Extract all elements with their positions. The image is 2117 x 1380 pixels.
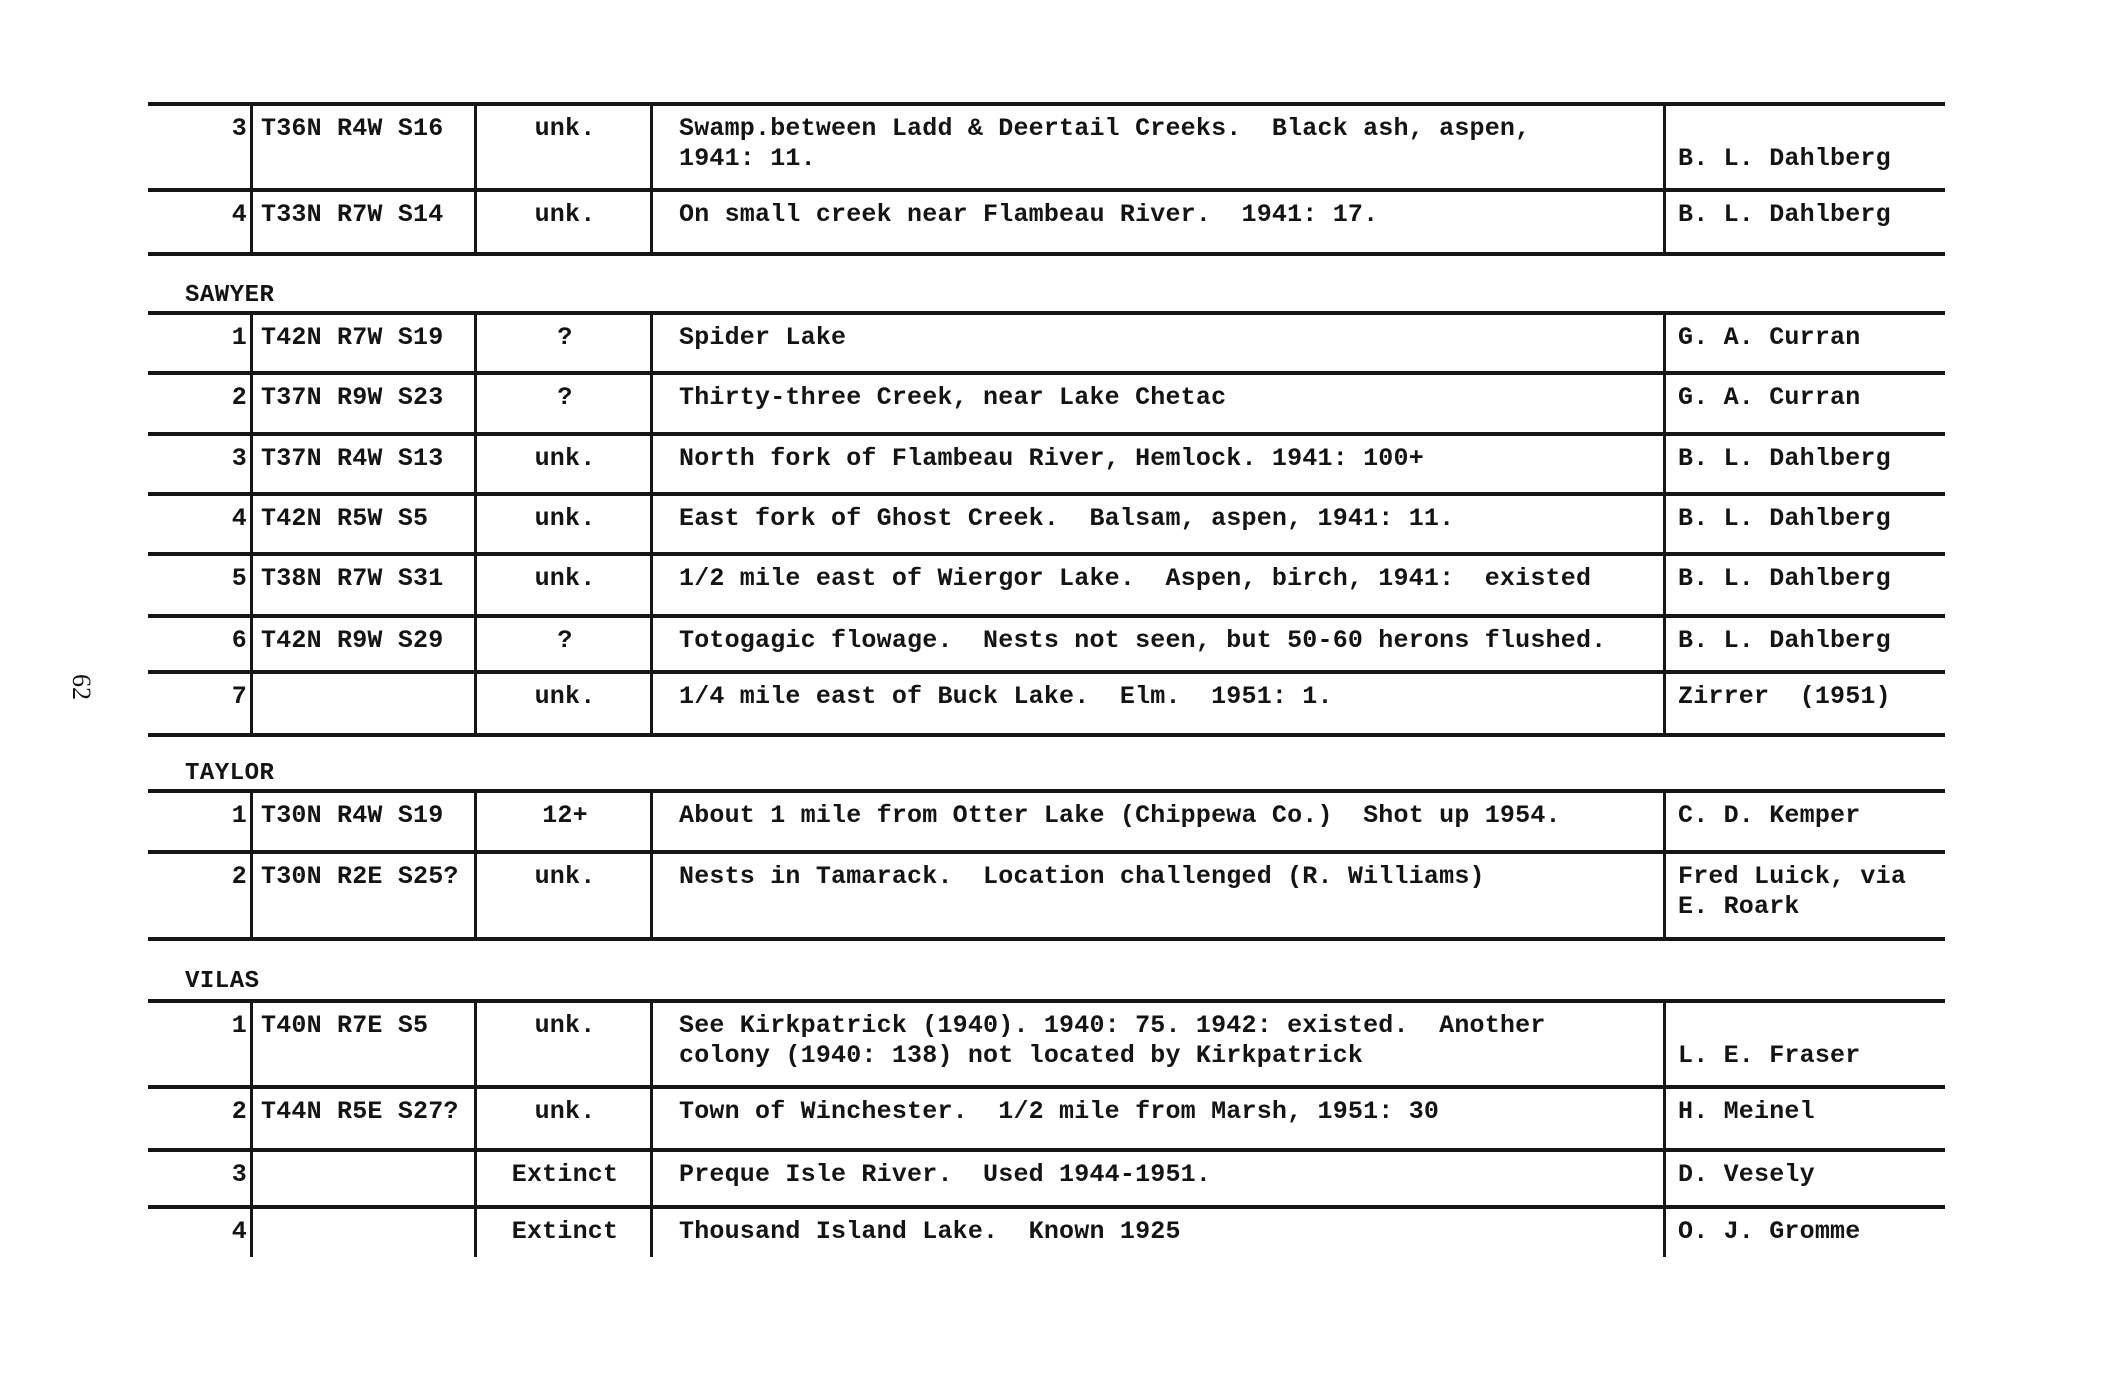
description-line: East fork of Ghost Creek. Balsam, aspen, 1941: 11. xyxy=(679,504,1455,533)
column-rule xyxy=(650,1205,653,1257)
column-rule xyxy=(250,614,253,672)
colony-size-cell: unk. xyxy=(534,200,596,229)
location-cell: T30N R4W S19 xyxy=(261,801,444,830)
observer-line: E. Roark xyxy=(1678,892,1800,921)
county-heading: TAYLOR xyxy=(185,760,275,787)
observer-line: B. L. Dahlberg xyxy=(1678,504,1891,533)
observer-line: O. J. Gromme xyxy=(1678,1217,1861,1246)
column-rule xyxy=(474,1085,477,1150)
column-rule xyxy=(650,432,653,494)
column-rule xyxy=(650,850,653,939)
column-rule xyxy=(250,188,253,254)
column-rule xyxy=(474,371,477,434)
column-rule xyxy=(650,999,653,1087)
column-rule xyxy=(250,432,253,494)
row-rule xyxy=(148,670,1945,674)
observer-line: D. Vesely xyxy=(1678,1160,1815,1189)
column-rule xyxy=(1663,552,1666,616)
column-rule xyxy=(650,1085,653,1150)
column-rule xyxy=(474,552,477,616)
column-rule xyxy=(250,789,253,852)
colony-size-cell: ? xyxy=(557,323,573,352)
description-line: On small creek near Flambeau River. 1941: 17. xyxy=(679,200,1379,229)
row-rule xyxy=(148,371,1945,375)
column-rule xyxy=(250,311,253,373)
column-rule xyxy=(474,789,477,852)
description-line: Nests in Tamarack. Location challenged (R. Williams) xyxy=(679,862,1485,891)
row-rule xyxy=(148,850,1945,854)
column-rule xyxy=(1663,188,1666,254)
column-rule xyxy=(474,102,477,190)
observer-line: Zirrer (1951) xyxy=(1678,682,1891,711)
colony-size-cell: unk. xyxy=(534,1097,596,1126)
column-rule xyxy=(650,789,653,852)
row-rule xyxy=(148,102,1945,106)
row-number: 2 xyxy=(231,1097,247,1126)
row-number: 2 xyxy=(231,862,247,891)
location-cell: T37N R9W S23 xyxy=(261,383,444,412)
location-cell: T36N R4W S16 xyxy=(261,114,444,143)
description-line: North fork of Flambeau River, Hemlock. 1941: 100+ xyxy=(679,444,1424,473)
observer-line: G. A. Curran xyxy=(1678,383,1861,412)
column-rule xyxy=(474,614,477,672)
column-rule xyxy=(650,492,653,554)
observer-line: B. L. Dahlberg xyxy=(1678,144,1891,173)
column-rule xyxy=(474,188,477,254)
colony-size-cell: ? xyxy=(557,383,573,412)
county-heading: VILAS xyxy=(185,968,260,995)
column-rule xyxy=(1663,102,1666,190)
row-rule xyxy=(148,789,1945,793)
column-rule xyxy=(474,311,477,373)
column-rule xyxy=(1663,1085,1666,1150)
colony-size-cell: 12+ xyxy=(542,801,588,830)
description-line: 1941: 11. xyxy=(679,144,816,173)
colony-size-cell: unk. xyxy=(534,564,596,593)
row-number: 4 xyxy=(231,200,247,229)
colony-size-cell: unk. xyxy=(534,862,596,891)
column-rule xyxy=(650,670,653,735)
colony-size-cell: unk. xyxy=(534,444,596,473)
column-rule xyxy=(650,1148,653,1207)
description-line: 1/2 mile east of Wiergor Lake. Aspen, birch, 1941: existed xyxy=(679,564,1592,593)
colony-size-cell: Extinct xyxy=(511,1217,619,1246)
row-number: 1 xyxy=(231,1011,247,1040)
row-number: 3 xyxy=(231,114,247,143)
column-rule xyxy=(650,371,653,434)
column-rule xyxy=(1663,1148,1666,1207)
column-rule xyxy=(1663,670,1666,735)
row-rule xyxy=(148,614,1945,618)
row-number: 7 xyxy=(231,682,247,711)
column-rule xyxy=(474,850,477,939)
row-rule xyxy=(148,1148,1945,1152)
observer-line: Fred Luick, via xyxy=(1678,862,1907,891)
location-cell: T37N R4W S13 xyxy=(261,444,444,473)
column-rule xyxy=(1663,371,1666,434)
colony-size-cell: ? xyxy=(557,626,573,655)
column-rule xyxy=(650,188,653,254)
column-rule xyxy=(250,850,253,939)
column-rule xyxy=(1663,789,1666,852)
row-number: 1 xyxy=(231,323,247,352)
description-line: colony (1940: 138) not located by Kirkpatrick xyxy=(679,1041,1364,1070)
column-rule xyxy=(474,670,477,735)
description-line: Preque Isle River. Used 1944-1951. xyxy=(679,1160,1212,1189)
column-rule xyxy=(1663,999,1666,1087)
column-rule xyxy=(250,670,253,735)
column-rule xyxy=(650,614,653,672)
row-rule xyxy=(148,1085,1945,1089)
column-rule xyxy=(1663,432,1666,494)
location-cell: T42N R9W S29 xyxy=(261,626,444,655)
location-cell: T42N R7W S19 xyxy=(261,323,444,352)
description-line: Totogagic flowage. Nests not seen, but 50-60 herons flushed. xyxy=(679,626,1607,655)
location-cell: T44N R5E S27? xyxy=(261,1097,459,1126)
description-line: Thirty-three Creek, near Lake Chetac xyxy=(679,383,1227,412)
column-rule xyxy=(250,552,253,616)
row-number: 4 xyxy=(231,1217,247,1246)
row-number: 6 xyxy=(231,626,247,655)
observer-line: C. D. Kemper xyxy=(1678,801,1861,830)
column-rule xyxy=(650,102,653,190)
column-rule xyxy=(474,1148,477,1207)
location-cell: T30N R2E S25? xyxy=(261,862,459,891)
colony-size-cell: unk. xyxy=(534,504,596,533)
observer-line: B. L. Dahlberg xyxy=(1678,200,1891,229)
row-rule xyxy=(148,252,1945,256)
row-rule xyxy=(148,999,1945,1003)
column-rule xyxy=(650,311,653,373)
row-rule xyxy=(148,188,1945,192)
location-cell: T40N R7E S5 xyxy=(261,1011,429,1040)
row-number: 1 xyxy=(231,801,247,830)
column-rule xyxy=(474,492,477,554)
observer-line: G. A. Curran xyxy=(1678,323,1861,352)
row-number: 4 xyxy=(231,504,247,533)
row-rule xyxy=(148,432,1945,436)
description-line: Thousand Island Lake. Known 1925 xyxy=(679,1217,1181,1246)
column-rule xyxy=(250,1148,253,1207)
row-rule xyxy=(148,552,1945,556)
column-rule xyxy=(250,1205,253,1257)
row-rule xyxy=(148,1205,1945,1209)
column-rule xyxy=(250,999,253,1087)
colony-size-cell: unk. xyxy=(534,682,596,711)
county-heading: SAWYER xyxy=(185,282,275,309)
column-rule xyxy=(474,999,477,1087)
location-cell: T42N R5W S5 xyxy=(261,504,429,533)
row-rule xyxy=(148,733,1945,737)
row-number: 3 xyxy=(231,444,247,473)
column-rule xyxy=(1663,311,1666,373)
column-rule xyxy=(250,492,253,554)
description-line: Town of Winchester. 1/2 mile from Marsh, 1951: 30 xyxy=(679,1097,1440,1126)
description-line: See Kirkpatrick (1940). 1940: 75. 1942: existed. Another xyxy=(679,1011,1546,1040)
column-rule xyxy=(1663,614,1666,672)
observer-line: L. E. Fraser xyxy=(1678,1041,1861,1070)
location-cell: T38N R7W S31 xyxy=(261,564,444,593)
description-line: Spider Lake xyxy=(679,323,847,352)
description-line: Swamp.between Ladd & Deertail Creeks. Black ash, aspen, xyxy=(679,114,1531,143)
location-cell: T33N R7W S14 xyxy=(261,200,444,229)
row-number: 5 xyxy=(231,564,247,593)
observer-line: H. Meinel xyxy=(1678,1097,1815,1126)
observer-line: B. L. Dahlberg xyxy=(1678,626,1891,655)
row-rule xyxy=(148,937,1945,941)
column-rule xyxy=(250,102,253,190)
description-line: 1/4 mile east of Buck Lake. Elm. 1951: 1. xyxy=(679,682,1333,711)
colony-size-cell: unk. xyxy=(534,1011,596,1040)
column-rule xyxy=(474,1205,477,1257)
observer-line: B. L. Dahlberg xyxy=(1678,564,1891,593)
observer-line: B. L. Dahlberg xyxy=(1678,444,1891,473)
row-number: 3 xyxy=(231,1160,247,1189)
colony-size-cell: Extinct xyxy=(511,1160,619,1189)
row-rule xyxy=(148,492,1945,496)
column-rule xyxy=(474,432,477,494)
column-rule xyxy=(650,552,653,616)
row-number: 2 xyxy=(231,383,247,412)
column-rule xyxy=(1663,1205,1666,1257)
page-number: 62 xyxy=(67,674,96,700)
column-rule xyxy=(250,371,253,434)
description-line: About 1 mile from Otter Lake (Chippewa Co.) Shot up 1954. xyxy=(679,801,1561,830)
column-rule xyxy=(250,1085,253,1150)
column-rule xyxy=(1663,492,1666,554)
colony-size-cell: unk. xyxy=(534,114,596,143)
row-rule xyxy=(148,311,1945,315)
column-rule xyxy=(1663,850,1666,939)
